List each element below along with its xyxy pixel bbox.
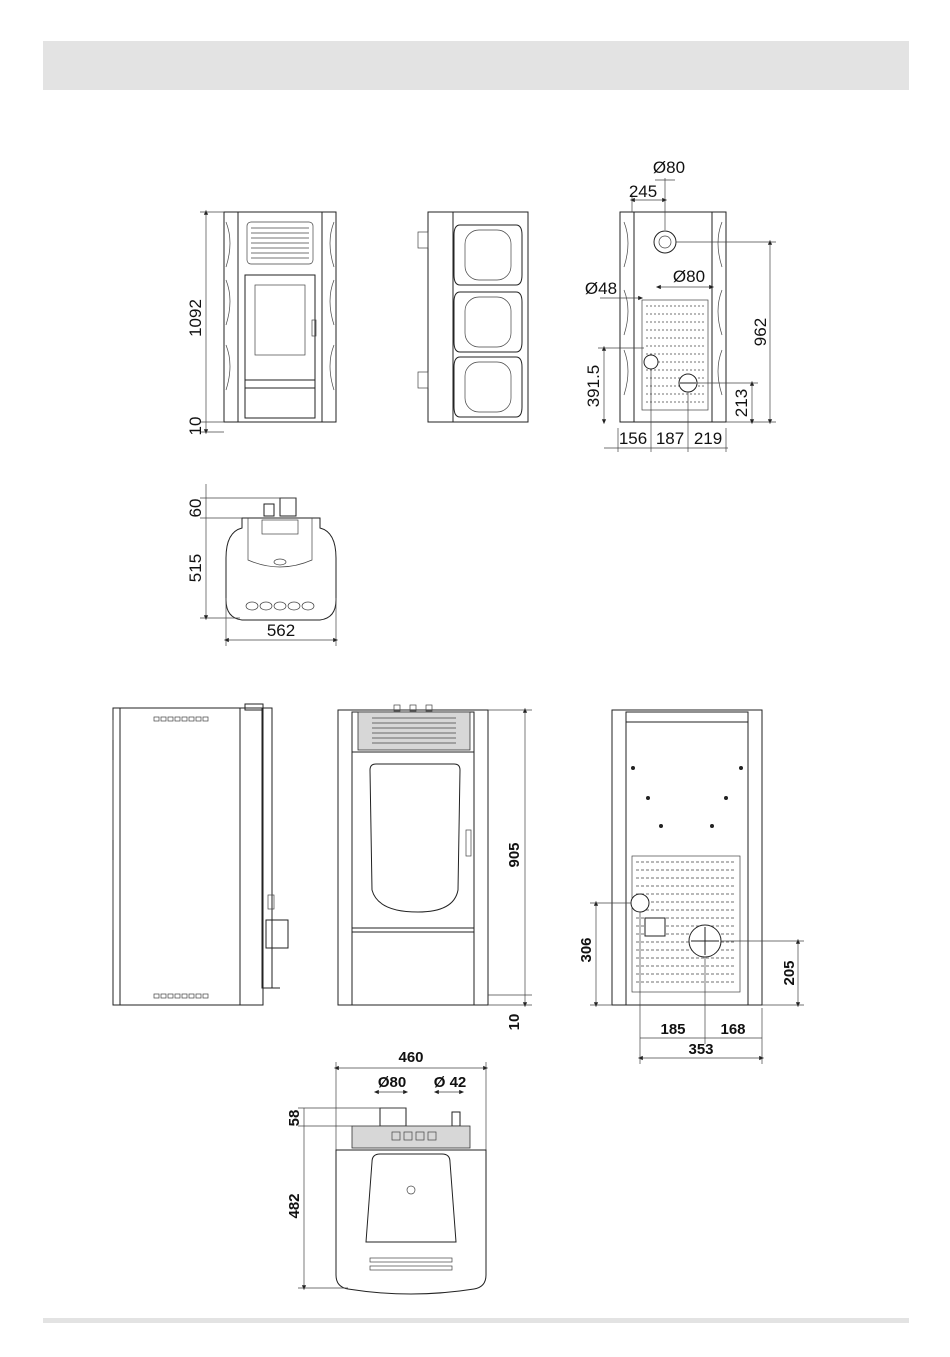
upper-top-depth: 515 <box>186 553 205 583</box>
upper-back-width-a: 156 <box>618 429 648 448</box>
upper-back-air-inlet-diameter: Ø48 <box>584 279 618 298</box>
lower-side-view <box>113 704 288 1005</box>
upper-top-view <box>186 484 336 646</box>
lower-top-width: 460 <box>398 1049 424 1066</box>
upper-front-foot-label: 10 <box>186 416 205 436</box>
lower-back-view <box>578 710 804 1064</box>
upper-back-width-b: 187 <box>655 429 685 448</box>
lower-back-width-a: 185 <box>660 1021 686 1038</box>
upper-top-width: 562 <box>266 621 296 640</box>
lower-back-outlet-height: 205 <box>781 960 798 986</box>
lower-front-height-label: 905 <box>506 842 523 868</box>
upper-back-view <box>584 158 776 452</box>
upper-back-outlet-diameter: Ø80 <box>672 267 706 286</box>
lower-front-view <box>338 705 532 1030</box>
lower-front-foot-label: 10 <box>506 1013 523 1031</box>
lower-back-width-b: 168 <box>720 1021 746 1038</box>
upper-back-inlet-height: 391.5 <box>584 364 603 408</box>
lower-back-total-width: 353 <box>688 1041 714 1058</box>
upper-back-width-c: 219 <box>693 429 723 448</box>
upper-back-flue-height: 962 <box>751 317 770 347</box>
upper-back-outlet-height: 213 <box>732 388 751 418</box>
lower-back-inlet-height: 306 <box>578 937 595 963</box>
lower-top-inlet-diameter: Ø 42 <box>433 1074 467 1091</box>
lower-top-flue-depth: 58 <box>286 1109 303 1127</box>
lower-top-view <box>286 1049 486 1294</box>
upper-side-view <box>418 212 528 422</box>
upper-back-flue-offset: 245 <box>628 182 658 201</box>
upper-front-view <box>186 212 336 435</box>
upper-front-height-label: 1092 <box>186 299 205 337</box>
lower-top-depth: 482 <box>286 1193 303 1219</box>
upper-back-flue-diameter: Ø80 <box>652 158 686 177</box>
lower-top-flue-diameter: Ø80 <box>377 1074 407 1091</box>
upper-top-flue-depth: 60 <box>186 498 205 518</box>
